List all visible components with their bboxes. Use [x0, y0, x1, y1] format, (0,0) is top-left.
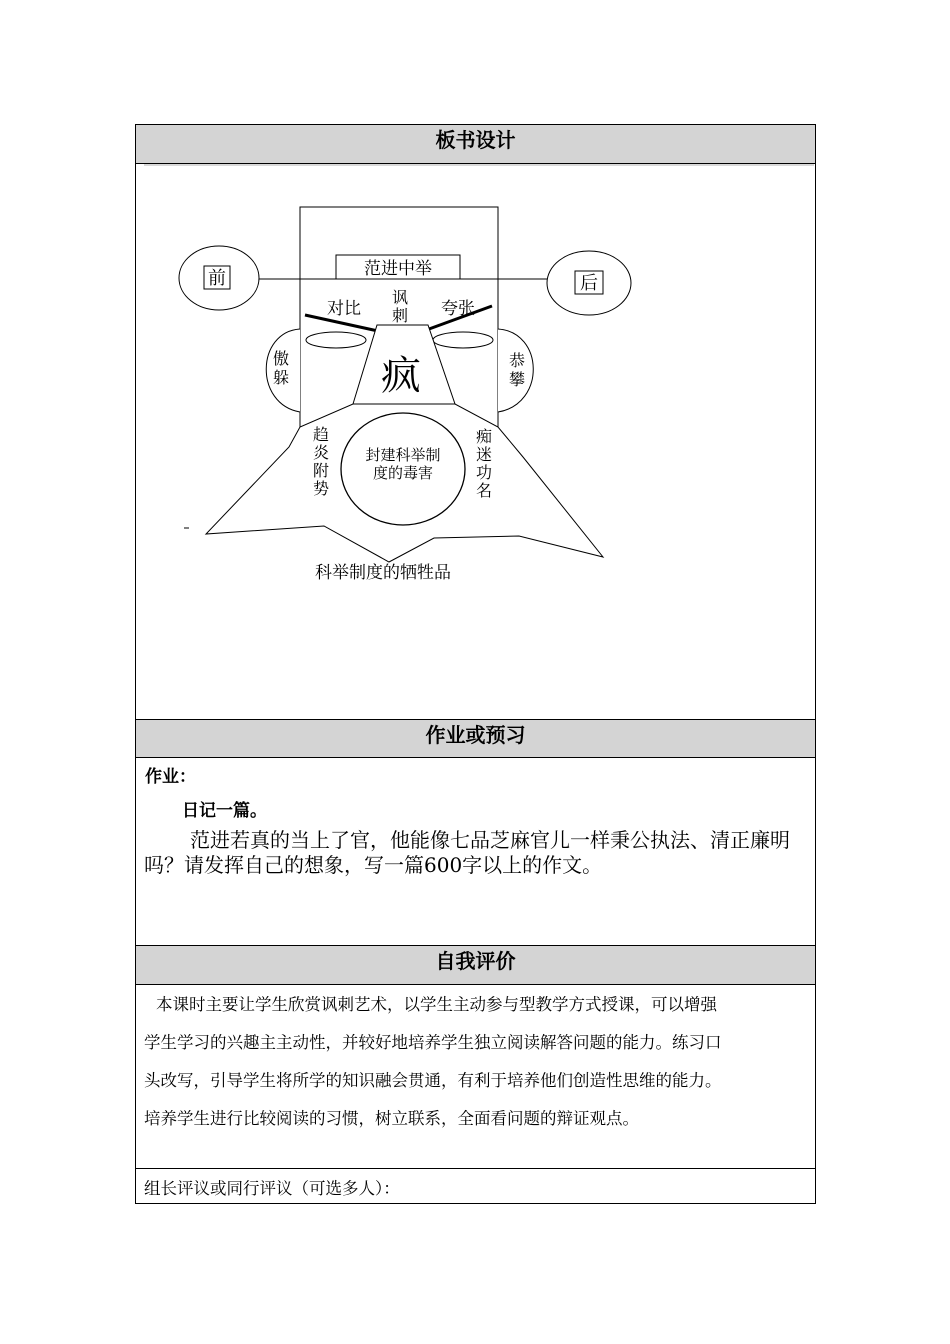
homework-header [136, 719, 815, 758]
left-eye [306, 332, 366, 348]
board-design-header [136, 125, 815, 164]
exaggerate-label: 夸张 [441, 299, 475, 319]
self-eval-header [136, 945, 815, 985]
left-ear-label-1: 傲 [272, 349, 290, 368]
self-eval-line-4: 培养学生进行比较阅读的习惯，树立联系，全面看问题的辩证观点。 [144, 1109, 639, 1128]
right-eye [433, 332, 493, 348]
self-eval-line-1: 本课时主要让学生欣赏讽刺艺术，以学生主动参与型教学方式授课，可以增强 [156, 995, 717, 1014]
self-eval-title: 自我评价 [435, 949, 516, 973]
lesson-table [135, 124, 816, 1204]
board-design-title: 板书设计 [435, 128, 516, 152]
left-side-4: 势 [312, 479, 330, 498]
self-eval-line-3: 头改写，引导学生将所学的知识融会贯通，有利于培养他们创造性思维的能力。 [144, 1071, 722, 1090]
after-label: 后 [580, 273, 598, 294]
board-diagram [136, 164, 817, 724]
center-label-1: 封建科举制 [365, 446, 441, 464]
satire-label-1: 讽 [391, 288, 409, 307]
left-ear-label-2: 躲 [272, 368, 290, 387]
peer-review-label: 组长评议或同行评议（可选多人）： [144, 1179, 400, 1198]
bottom-label: 科举制度的牺牲品 [315, 563, 451, 583]
homework-label: 作业： [145, 767, 196, 787]
left-side-1: 趋 [312, 425, 330, 444]
left-side-2: 炎 [312, 443, 330, 462]
right-side-1: 痴 [475, 427, 493, 446]
before-label: 前 [208, 268, 226, 289]
self-eval-line-2: 学生学习的兴趣主主动性，并较好地培养学生独立阅读解答问题的能力。练习口 [144, 1033, 722, 1052]
right-side-3: 功 [475, 463, 493, 482]
left-side-3: 附 [312, 461, 330, 480]
homework-title: 作业或预习 [425, 723, 526, 747]
top-box-label: 范进中举 [364, 259, 432, 279]
right-ear-label-1: 恭 [508, 351, 526, 370]
mad-label: 疯 [381, 353, 421, 399]
homework-body: 范进若真的当上了官，他能像七品芝麻官儿一样秉公执法、清正廉明吗？请发挥自己的想象，写一篇600字以上的作文。 [144, 828, 790, 877]
right-ear-label-2: 攀 [508, 370, 526, 389]
homework-subtitle: 日记一篇。 [182, 801, 267, 821]
satire-label-2: 刺 [391, 306, 409, 325]
contrast-label: 对比 [327, 299, 361, 319]
right-side-2: 迷 [475, 445, 493, 464]
peer-review-divider [136, 1168, 815, 1169]
right-side-4: 名 [475, 481, 493, 500]
center-label-2: 度的毒害 [372, 464, 434, 482]
